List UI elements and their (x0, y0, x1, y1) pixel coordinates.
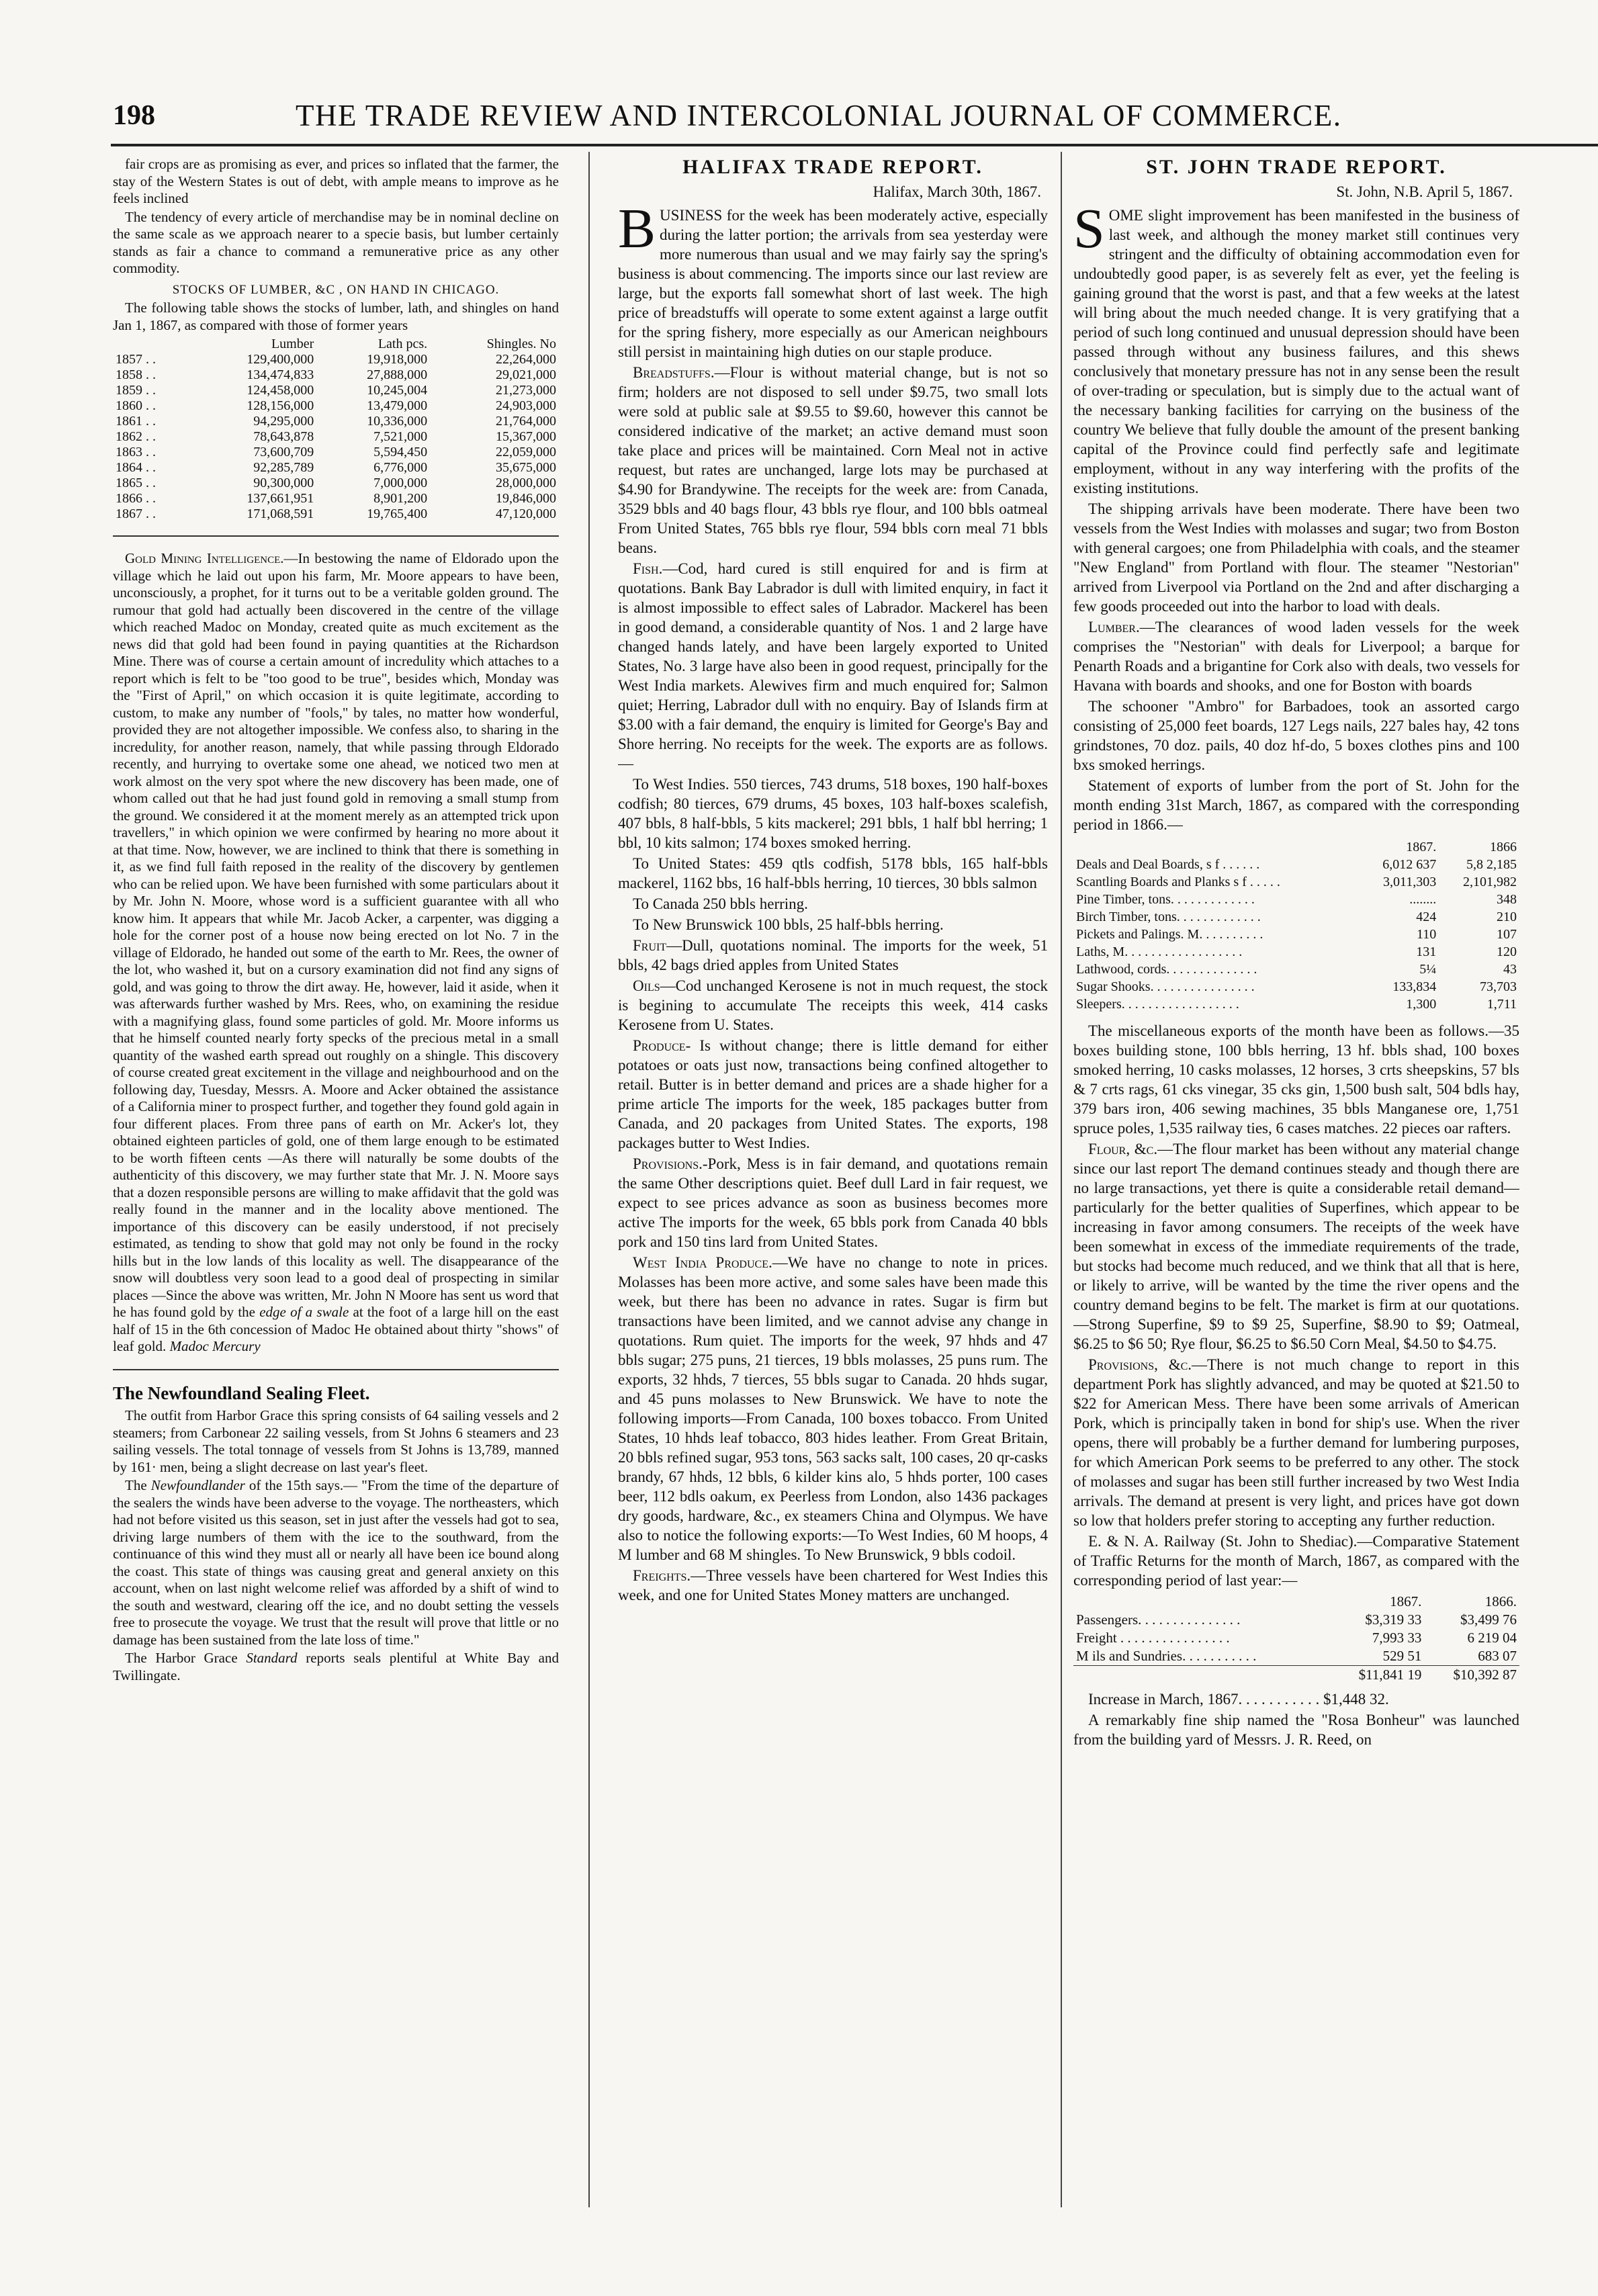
run-in-heading: Breadstuffs. (633, 364, 715, 381)
run-in-heading: Flour, &c. (1088, 1141, 1158, 1157)
column-header: 1866. (1484, 1593, 1517, 1609)
section-text: To Canada 250 bbls herring. (633, 895, 808, 912)
table-cell: 8,901,200 (373, 491, 428, 506)
report-section (618, 1154, 1048, 1251)
section-text: To West Indies. 550 tierces, 743 drums, 518 boxes, 190 half-boxes codfish; 80 tierces, 679 drums, 45 boxes, 103 half-boxes scalefish, 407 bbls, 8 half-bbls, 5 kits mackerel; 291 bbls, 1 half bbl herring; 1 bbl, 10 kits salmon; 174 boxes smoked herring. (618, 776, 1048, 851)
table-cell: 78,643,878 (253, 429, 314, 444)
section-text: To New Brunswick 100 bbls, 25 half-bbls herring. (633, 916, 944, 933)
left-column (113, 156, 559, 2211)
table-cell: 19,765,400 (367, 506, 428, 521)
table-cell: 6,776,000 (373, 460, 428, 475)
table-cell: 19,846,000 (496, 491, 556, 506)
dateline: St. John, N.B. April 5, 1867. (1336, 183, 1513, 200)
section-text: —Flour is without material change, but is not so firm; holders are not disposed to sell under $9.75, two small lots were sold at public sale at $9.55 to $9.60, however this cannot be considered indicative of the market; an active demand must soon take place and prices will be maintained. Corn Meal not in active request, but rates are unchanged, large lots may be purchased at $4.90 for Brandywine. The receipts for the week are: from Canada, 3529 bbls and 40 bags flour, 43 bbls rye flour, and 100 bbls oatmeal From United States, 765 bbls rye flour, 594 bbls corn meal 71 bbls beans. (618, 364, 1048, 556)
table-cell: 1,711 (1486, 997, 1517, 1012)
running-head: THE TRADE REVIEW AND INTERCOLONIAL JOURNAL OF COMMERCE. (296, 99, 1342, 132)
report-section (618, 1253, 1048, 1564)
table-cell: 1865 . . (116, 476, 156, 490)
column-header: 1866 (1490, 840, 1517, 854)
table-row (1073, 978, 1519, 996)
halifax-report-title: HALIFAX TRADE REPORT. (682, 156, 983, 178)
paragraph: E. & N. A. Railway (St. John to Shediac).—Comparative Statement of Traffic Returns for the month of March, 1867, as compared with the corresponding period of last year:— (1073, 1533, 1519, 1589)
table-cell: 133,834 (1392, 979, 1437, 994)
table-cell: 5,594,450 (373, 445, 428, 459)
table-row (113, 352, 559, 367)
column-header (1073, 1593, 1330, 1611)
stocks-heading: STOCKS OF LUMBER, &C , ON HAND IN CHICAGO. (172, 282, 500, 297)
table-cell: 5,8 2,185 (1466, 857, 1517, 872)
paragraph (113, 1477, 559, 1648)
article-text: at the foot of a large hill on the east half of 15 in the 6th concession of Madoc He obtained about thirty "shows" of leaf gold. (113, 1304, 559, 1354)
italic-text: Newfoundlander (150, 1477, 245, 1493)
intro-paragraph (618, 197, 1048, 361)
table-header-row (1073, 1593, 1519, 1611)
paragraph: Statement of exports of lumber from the port of St. John for the month ending 31st March, 1867, as compared with the corresponding period in 1866.— (1073, 777, 1519, 833)
table-row (1073, 891, 1519, 908)
table-cell: 19,918,000 (367, 352, 428, 367)
section-text: —Dull, quotations nominal. The imports for the week, 51 bbls, 42 bags dried apples from United States (618, 937, 1048, 973)
table-cell: $3,319 33 (1365, 1611, 1422, 1628)
text-span: —The flour market has been without any material change since our last report The demand continues steady and though there are no large transactions, yet there is quite a considerable retail demand—particularly for the better qualities of Superfines, which appear to be increasing in favor among consumers. The receipts of the week have been somewhat in excess of the immediate requirements of the trade, but stocks had become much reduced, and we think that all that is here, or likely to arrive, will be wanted by the time the river opens and the country demand begins to be felt. The market is firm at our quotations.—Strong Superfine, $9 to $9 25, Superfine, $8.90 to $9; Oatmeal, $6.25 to $6 50; Rye flour, $6.25 to $6.50 Corn Meal, $4.50 to $4.75. (1073, 1141, 1519, 1352)
section-divider (113, 535, 559, 537)
table-cell: 22,059,000 (496, 445, 556, 459)
table-cell: 1864 . . (116, 460, 156, 475)
column-rule (1061, 152, 1062, 2207)
paragraph (1073, 1355, 1519, 1530)
paragraph: The schooner "Ambro" for Barbadoes, took an assorted cargo consisting of 25,000 feet boards, 127 Legs nails, 227 bales hay, 42 tons grindstones, 70 doz. pails, 40 doz hf-do, 5 boxes clothes pins and 100 bxs smoked herrings. (1073, 698, 1519, 773)
table-cell: Sugar Shooks. . . . . . . . . . . . . . . . (1076, 979, 1255, 994)
column-header: 1867. (1406, 840, 1437, 854)
report-section (618, 936, 1048, 975)
table-cell: 1863 . . (116, 445, 156, 459)
section-text: —Cod unchanged Kerosene is not in much request, the stock is begining to accumulate The receipts this week, 414 casks Kerosene from U. States. (618, 977, 1048, 1033)
table-cell: 10,336,000 (367, 414, 428, 429)
table-cell: 529 51 (1382, 1648, 1422, 1664)
table-cell: 1860 . . (116, 398, 156, 413)
paragraph: The following table shows the stocks of lumber, lath, and shingles on hand Jan 1, 1867, as compared with those of former years (113, 300, 559, 333)
table-cell: 28,000,000 (496, 476, 556, 490)
column-header (113, 337, 191, 352)
table-cell: $3,499 76 (1460, 1611, 1517, 1628)
dateline: Halifax, March 30th, 1867. (873, 183, 1041, 200)
report-section (618, 976, 1048, 1034)
table-cell: Passengers. . . . . . . . . . . . . . . (1076, 1611, 1241, 1628)
table-cell: 424 (1416, 910, 1437, 924)
section-text: —Cod, hard cured is still enquired for and is firm at quotations. Bank Bay Labrador is dull with limited enquiry, in fact it is almost impossible to effect sales of Labrador. Mackerel has been in good demand, a considerable quantity of Nos. 1 and 2 large have changed hands lately, and have been largely exported to United States, No. 3 large have also been in good request, principally for the West India markets. Alewives firm and much enquired for; Salmon quiet; Herring, Labrador dull with no enquiry. Bay of Islands firm at $3.00 with a fair demand, the enquiry is limited for George's Bay and Shore herring. No receipts for the week. The exports are as follows.— (618, 560, 1048, 772)
table-cell: 110 (1416, 927, 1437, 942)
halifax-sections (618, 363, 1048, 1605)
table-cell: 35,675,000 (496, 460, 556, 475)
paragraph (1073, 1139, 1519, 1354)
table-row (1073, 873, 1519, 891)
table-row (1073, 1629, 1519, 1647)
intro-text: OME slight improvement has been manifested in the business of last week, and although the money market still continues very stringent and the difficulty of obtaining accommodation even for undoubtedly good paper, is as severely felt as ever, yet the feeling is gaining ground that the worst is past, and that a few weeks at the latest will bring about the much needed change. It is very gratifying that a period of such long continued and unusual depression should have been passed through without any business failures, and this shews conclusively that monetary pressure has not in any sense been the result of over-trading or speculation, but is simply due to the actual want of the necessary banking facilities for carrying on the business of the country We believe that fully double the amount of the present banking capital of the Province could find perfectly safe and legitimate employment, without in any way interfering with the profits of the existing institutions. (1073, 207, 1519, 496)
table-cell: 128,156,000 (247, 398, 314, 413)
report-section (618, 915, 1048, 934)
run-in-heading: Provisions, &c. (1088, 1356, 1192, 1373)
table-cell: 21,764,000 (496, 414, 556, 429)
run-in-heading: West India Produce. (633, 1254, 772, 1271)
report-section (618, 363, 1048, 558)
table-cell: Freight . . . . . . . . . . . . . . . . (1076, 1630, 1230, 1646)
table-cell: 47,120,000 (496, 506, 556, 521)
table-cell: 94,295,000 (253, 414, 314, 429)
table-cell: 7,521,000 (373, 429, 428, 444)
table-row (113, 414, 559, 429)
paragraph: Increase in March, 1867. . . . . . . . . . . $1,448 32. (1088, 1691, 1389, 1708)
table-row (1073, 926, 1519, 943)
table-cell: Pickets and Palings. M. . . . . . . . . . (1076, 927, 1263, 942)
table-cell: 1862 . . (116, 429, 156, 444)
table-cell: 210 (1497, 910, 1517, 924)
table-cell: 21,273,000 (496, 383, 556, 398)
table-row (113, 476, 559, 491)
text-span: reports seals plentiful at White Bay and Twillingate. (113, 1650, 559, 1683)
table-row (113, 506, 559, 522)
run-in-heading: Freights. (633, 1567, 691, 1584)
paragraph: A remarkably fine ship named the "Rosa Bonheur" was launched from the building yard of Messrs. J. R. Reed, on (1073, 1712, 1519, 1748)
text-span: —The clearances of wood laden vessels for the week comprises the "Nestorian" with deals for Liverpool; a barque for Penarth Roads and a brigantine for Cork also with deals, two vessels for Havana with boards and shooks, and one for Boston with boards (1073, 619, 1519, 694)
column-rule (588, 152, 590, 2207)
table-cell: 15,367,000 (496, 429, 556, 444)
run-in-heading: Lumber. (1088, 619, 1140, 635)
text-span: The (125, 1477, 151, 1493)
gold-mining-article (113, 550, 559, 1356)
paragraph: fair crops are as promising as ever, and prices so inflated that the farmer, the stay of the Western States is out of debt, with ample means to improve as he feels inclined (113, 156, 559, 206)
table-row (113, 367, 559, 383)
table-row (1073, 1647, 1519, 1666)
table-cell: 7,993 33 (1372, 1630, 1422, 1646)
lumber-stocks-table (113, 337, 559, 522)
table-cell: 90,300,000 (253, 476, 314, 490)
table-header-row (1073, 838, 1519, 856)
table-cell: 1861 . . (116, 414, 156, 429)
table-row (1073, 856, 1519, 873)
table-cell: Scantling Boards and Planks s f . . . . . (1076, 875, 1280, 889)
drop-cap: B (618, 197, 656, 260)
paragraph: The tendency of every article of merchandise may be in nominal decline on the same scale as we approach nearer to a specie basis, but lumber certainly stands as fair a chance to command a remunerative price as any other commodity. (113, 208, 559, 276)
text-span: —There is not much change to report in this department Pork has slightly advanced, and may be quoted at $21.50 to $22 for American Mess. There have been some arrivals of American Pork, which is principally taken in bond for ship's use. When the river opens, there will probably be a further demand for lumbering purposes, for which American Pork seems to be preferred to any other. The stock of molasses and sugar has been still further increased by two West India arrivals. The demand at present is very light, and prices have got down so low that holders prefer storing to accepting any further reduction. (1073, 1356, 1519, 1529)
table-cell: 120 (1497, 944, 1517, 959)
run-in-heading: Gold Mining Intelligence. (125, 550, 284, 566)
page-number: 198 (113, 100, 155, 131)
table-cell: 131 (1416, 944, 1437, 959)
table-cell: Lathwood, cords. . . . . . . . . . . . . . (1076, 962, 1257, 977)
table-cell: 171,068,591 (247, 506, 314, 521)
table-cell: 1859 . . (116, 383, 156, 398)
paragraph (1073, 617, 1519, 695)
table-cell: 124,458,000 (247, 383, 314, 398)
section-text: —Three vessels have been chartered for West Indies this week, and one for United States Money matters are unchanged. (618, 1567, 1048, 1603)
table-cell: 348 (1497, 892, 1517, 907)
table-cell: 10,245,004 (367, 383, 428, 398)
column-header: Lath pcs. (378, 337, 428, 351)
table-cell: 107 (1497, 927, 1517, 942)
report-section (618, 559, 1048, 773)
table-row (113, 383, 559, 398)
source-credit: Madoc Mercury (169, 1338, 261, 1354)
table-row (1073, 996, 1519, 1013)
table-cell: 13,479,000 (367, 398, 428, 413)
report-section (618, 854, 1048, 893)
table-header-row (113, 337, 559, 352)
intro-text: USINESS for the week has been moderately active, especially during the latter portion; the arrivals from sea yesterday were more numerous than usual and we may fairly say the spring's business is about commencing. The imports since our last review are large, but the exports fall somewhat short of last week. The high price of breadstuffs will operate to some extent against a large outfit for the spring fishery, more especially as our American neighbours still persist in maintaining high duties on our staple produce. (618, 207, 1048, 360)
table-cell: Sleepers. . . . . . . . . . . . . . . . . . (1076, 997, 1239, 1012)
table-row (1073, 943, 1519, 961)
table-row (1073, 961, 1519, 978)
text-span: The Harbor Grace (125, 1650, 247, 1666)
table-total-row (1073, 1666, 1519, 1685)
railway-traffic-table (1073, 1593, 1519, 1684)
report-section (618, 775, 1048, 852)
table-row (113, 491, 559, 506)
table-row (113, 445, 559, 460)
table-cell: 92,285,789 (253, 460, 314, 475)
run-in-heading: Fish. (633, 560, 663, 577)
table-cell: 134,474,833 (247, 367, 314, 382)
table-cell: 73,703 (1480, 979, 1517, 994)
table-cell: 22,264,000 (496, 352, 556, 367)
table-cell: 43 (1503, 962, 1517, 977)
article-text: —In bestowing the name of Eldorado upon the village which he laid out upon his farm, Mr. Moore appears to have been, unconsciously, a prophet, for it turns out to be a veritable golden ground. The rumour that gold had actually been discovered in the centre of the village which reached Madoc on Monday, created quite as much excitement as the news did that gold had been found in paying quantities at the Richardson Mine. There was of course a certain amount of incredulity which attaches to a report which is felt to be "too good to be true", besides which, Monday was the "First of April," on which occasion it is quite legitimate, according to custom, to make any number of "fools," by tales, no matter how wonderful, provided they are not altogether impossible. We confess also, to sharing in the incredulity, for another reason, namely, that while passing through Eldorado recently, and hurrying to overtake some one ahead, we noticed two men at work almost on the very spot where the new discovery has been made, one of whom called out that he had just found gold in removing a small stump from the ground. We considered it at the moment merely as an attempted trick upon travellers," in which opinion we were confirmed by hearing no more about it at that time. Now, however, we are inclined to think that there is something in it, as we find full faith reposed in the reality of the discovery by gentlemen who can be relied upon. We have been furnished with some particulars about it by Mr. John N. Moore, whose word is a sufficient guarantee with all who know him. It appears that while Mr. Jacob Acker, a carpenter, was digging a hole for the corner post of a house now being erected on lot No. 7 in the village of Eldorado, he handed out some of the earth to Mr. Rees, the owner of the lot, who washed it, but on a cursory examination did not find any signs of gold, and was going to throw the dirt away. He, however, laid it aside, when it was afterwards further washed by Mrs. Rees, who, on examining the residue with a magnifying glass, found some particles of gold. Mr. Moore informs us that he himself counted nearly forty specks of the precious metal in a small quantity of the washed earth spread out roughly on a shingle. This discovery of course created great excitement in the village and neighbourhood and on the following day, Tuesday, Messrs. A. Moore and Acker obtained the assistance of a California miner to prospect further, and together they found gold again in four different places. From three pans of earth on Mr. Acker's lot, they obtained eighteen particles of gold, one of them large enough to be estimated to be worth fifteen cents —As there will naturally be some doubts of the authenticity of this discovery, we may further state that Mr. J. N. Moore says that a dozen responsible persons are willing to make affidavit that the gold was really found in the manner and in the locality above mentioned. The importance of this discovery can be easily understood, if not precisely estimated, as tending to show that gold may not only be found in the rocky hills but in the low lands of this locality as well. The disappearance of the snow will doubtless very soon lead to a good deal of prospecting in similar places —Since the above was written, Mr. John N Moore has sent us word that he has found gold by the (113, 550, 559, 1320)
paragraph (113, 1650, 559, 1684)
report-section (618, 894, 1048, 914)
table-cell: 137,661,951 (247, 491, 314, 506)
lumber-exports-table (1073, 838, 1519, 1013)
column-header (1073, 838, 1358, 856)
railway-traffic-body (1073, 1611, 1519, 1666)
column-header: 1867. (1390, 1593, 1422, 1609)
st-john-report-title: ST. JOHN TRADE REPORT. (1146, 156, 1447, 178)
report-section (618, 1566, 1048, 1605)
table-cell: 6 219 04 (1467, 1630, 1517, 1646)
sealing-fleet-title: The Newfoundland Sealing Fleet. (113, 1382, 370, 1403)
table-cell: 1858 . . (116, 367, 156, 382)
table-cell: Pine Timber, tons. . . . . . . . . . . . . (1076, 892, 1255, 907)
table-cell: $11,841 19 (1330, 1666, 1425, 1685)
table-cell: Deals and Deal Boards, s f . . . . . . (1076, 857, 1260, 872)
middle-column (618, 156, 1048, 2252)
column-header: Shingles. No (486, 337, 556, 351)
table-cell: 29,021,000 (496, 367, 556, 382)
table-cell: $10,392 87 (1424, 1666, 1519, 1685)
lumber-stocks-body (113, 352, 559, 522)
table-cell: 24,903,000 (496, 398, 556, 413)
paragraph: The shipping arrivals have been moderate. There have been two vessels from the West Indies with molasses and sugar; two from Boston with general cargoes; one from Philadelphia with coals, and the steamer "New England" from Portland with flour. The steamer "Nestorian" arrived from Liverpool via Portland on the 2nd and after discharging a few goods proceeded out into the harbor to load with deals. (1073, 500, 1519, 615)
table-cell: 6,012 637 (1382, 857, 1437, 872)
table-cell: 7,000,000 (373, 476, 428, 490)
table-row (113, 429, 559, 445)
table-row (113, 460, 559, 476)
table-cell: 1,300 (1406, 997, 1437, 1012)
table-cell: 2,101,982 (1463, 875, 1517, 889)
table-cell: 1867 . . (116, 506, 156, 521)
table-row (113, 398, 559, 414)
table-cell: M ils and Sundries. . . . . . . . . . . (1076, 1648, 1257, 1664)
section-text: —We have no change to note in prices. Molasses has been more active, and some sales have been made this week, but there has been no advance in rates. Sugar is firm but transactions have been limited, and we cannot advise any change in quotations. Rum quiet. The imports for the week, 97 hhds and 47 bbls sugar; 275 puns, 21 tierces, 19 bbls molasses, 25 puns rum. The exports, 32 hhds, 7 tierces, 55 bbls sugar to Canada. 20 hhds sugar, and 45 puns molasses to New Brunswick. We have to note the following imports—From Canada, 100 boxes tobacco. From United States, 10 hhds leaf tobacco, 803 hides leather. From Great Britain, 20 bbls refined sugar, 953 tons, 563 sacks salt, 100 cases, 20 qr-casks brandy, 67 hhds, 12 bbls, 6 kilder kins alo, 5 hhds porter, 100 cases beer, 112 bdls oakum, ex Peerless from London, also 1436 packages dry goods, hardware, &c., ex steamers China and Olympus. We have also to notice the following exports:—To West Indies, 60 M hoops, 4 M lumber and 68 M shingles. To New Brunswick, 9 bbls codoil. (618, 1254, 1048, 1563)
table-cell: Laths, M. . . . . . . . . . . . . . . . . . (1076, 944, 1243, 959)
table-cell: 683 07 (1478, 1648, 1517, 1664)
table-cell: 1866 . . (116, 491, 156, 506)
table-cell (1073, 1666, 1330, 1685)
paragraph: The miscellaneous exports of the month have been as follows.—35 boxes building stone, 100 bbls herring, 13 hf. bbls shad, 100 boxes smoked herring, 10 casks molasses, 12 horses, 3 crts sheepskins, 57 bls & 7 crts rags, 61 cks vinegar, 35 cks gin, 1,500 bush salt, 504 bdls hay, 379 bars iron, 406 sewing machines, 35 bbls Manganese ore, 1,751 spruce poles, 1,535 railway ties, 6 cases matches. 22 pieces oar rafters. (1073, 1022, 1519, 1137)
section-text: - Is without change; there is little demand for either potatoes or oats just now, transactions being confined altogether to retail. Butter is in better demand and prices are a shade higher for a prime article The imports for the week, 185 packages butter from Canada, and 20 packages from United States. The exports, 198 packages butter to West Indies. (618, 1037, 1048, 1151)
right-column (1073, 156, 1519, 2252)
drop-cap: S (1073, 197, 1105, 260)
table-cell: 1857 . . (116, 352, 156, 367)
italic-text: Standard (246, 1650, 298, 1666)
table-cell: Birch Timber, tons. . . . . . . . . . . . . (1076, 910, 1261, 924)
run-in-heading: Produce (633, 1037, 686, 1054)
table-cell: 5¼ (1419, 962, 1437, 977)
run-in-heading: Provisions (633, 1155, 699, 1172)
section-text: To United States: 459 qtls codfish, 5178 bbls, 165 half-bbls mackerel, 1162 bbs, 16 half-bbls herring, 10 tierces, 30 bbls salmon (618, 855, 1048, 891)
table-cell: 73,600,709 (253, 445, 314, 459)
italic-text: edge of a swale (259, 1304, 349, 1320)
table-row (1073, 908, 1519, 926)
intro-paragraph (1073, 197, 1519, 498)
section-text: .-Pork, Mess is in fair demand, and quotations remain the same Other descriptions quiet. Beef dull Lard in fair request, we expect to see prices advance as soon as business becomes more active The imports for the week, 65 bbls pork from Canada 40 bbls pork and 150 tins lard from United States. (618, 1155, 1048, 1250)
table-cell: 3,011,303 (1382, 875, 1437, 889)
table-cell: 129,400,000 (247, 352, 314, 367)
header-rule (111, 144, 1598, 146)
table-row (1073, 1611, 1519, 1629)
run-in-heading: Fruit (633, 937, 667, 954)
column-header: Lumber (271, 337, 314, 351)
section-divider (113, 1369, 559, 1370)
text-span: of the 15th says.— "From the time of the departure of the sealers the winds have been adverse to the voyage. The northeasters, which had not before visited us this season, set in just after the vessels had got to sea, driving large numbers of them with the ice to the southward, from the continuance of this wind they must all or nearly all have been ice bound along the coast. This state of things was causing great and general anxiety on this account, when on last night welcome relief was afforded by a shift of wind to the south and westward, clearing off the ice, and no doubt setting the vessels free to prosecute the voyage. We trust that the result will prove that little or no damage has been sustained from the late loss of time." (113, 1477, 559, 1648)
lumber-exports-body (1073, 856, 1519, 1013)
report-section (618, 1036, 1048, 1153)
run-in-heading: Oils (633, 977, 660, 994)
paragraph: The outfit from Harbor Grace this spring consists of 64 sailing vessels and 2 steamers; from Carbonear 22 sailing vessels, from St Johns 6 steamers and 23 sailing vessels. The total tonnage of vessels from St Johns is 13,789, manned by 161· men, being a slight decrease on last year's fleet. (113, 1407, 559, 1475)
table-cell: 27,888,000 (367, 367, 428, 382)
table-cell: ........ (1409, 892, 1437, 907)
